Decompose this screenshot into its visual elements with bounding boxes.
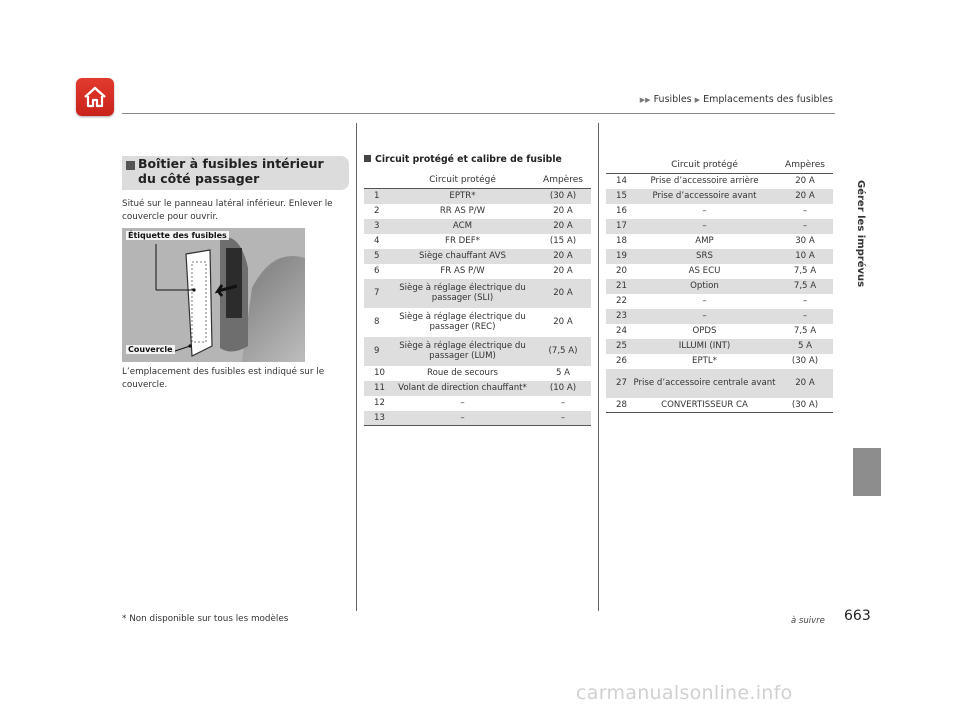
fuse-table-left [364,172,591,426]
fuse-number: 20 [616,266,627,276]
table-heading [364,154,562,165]
fuse-circuit: Siège à réglage électrique du passager (SLI) [390,279,535,308]
fuse-circuit: Prise d’accessoire arrière [650,176,759,187]
fuse-circuit: Roue de secours [427,368,498,378]
chapter-label: Gérer les imprévus [855,180,866,288]
fuse-number: 22 [616,296,627,306]
fuse-number: 11 [364,381,390,396]
table-row [606,174,833,189]
fuse-number: 16 [616,206,627,216]
watermark: carmanualsonline.info [576,682,793,704]
fuse-circuit: FR AS P/W [440,266,485,276]
fuse-number: 24 [616,326,627,336]
breadcrumb-arrow-icon: ▶▶ [639,96,651,104]
fuse-circuit: ILLUMI (INT) [632,339,777,354]
fuse-number: 2 [374,206,380,216]
fuse-number: 17 [606,219,632,234]
table-row [606,219,833,234]
fuse-amps: – [535,411,591,426]
fuse-number: 8 [374,317,380,327]
table-row [606,369,833,398]
table-row [606,189,833,204]
fuse-circuit: FR DEF* [445,236,480,246]
fuse-circuit: Prise d’accessoire avant [632,189,777,204]
fuse-amps: 7,5 A [777,279,833,294]
fuse-circuit: Volant de direction chauffant* [390,381,535,396]
fuse-circuit: ACM [390,219,535,234]
fuse-number: 9 [364,337,390,366]
table-row [606,398,833,413]
fuse-amps: 5 A [555,368,571,378]
page-number: 663 [844,608,871,624]
table-row [364,337,591,366]
fuse-circuit: – [460,398,465,408]
table-header-row [606,157,833,174]
fuse-box-photo [122,228,305,362]
fuse-amps: (7,5 A) [535,337,591,366]
table-header-row [364,172,591,189]
column-divider [356,123,357,611]
fuse-amps: 20 A [535,249,591,264]
photo-label-cover: Couvercle [128,345,173,354]
table-row [606,279,833,294]
fuse-number: 18 [616,236,627,246]
fuse-circuit: EPTR* [390,189,535,204]
fuse-amps: 20 A [777,189,833,204]
fuse-amps: 20 A [535,279,591,308]
fuse-amps: (30 A) [777,398,833,413]
fuse-number: 4 [374,236,380,246]
table-row [606,309,833,324]
footnote: * Non disponible sur tous les modèles [122,614,289,624]
intro-text: Situé sur le panneau latéral inférieur. Enlever le couvercle pour ouvrir. [122,199,333,222]
table-row [606,294,833,309]
fuse-number: 7 [364,279,390,308]
fuse-circuit: Option [632,279,777,294]
table-row [364,411,591,426]
table-row [606,249,833,264]
fuse-amps: 7,5 A [793,266,817,276]
col-header-number [364,172,390,189]
fuse-number: 5 [364,249,390,264]
chapter-tab[interactable] [853,448,881,496]
continued-label: à suivre [791,616,825,626]
table-row [606,234,833,249]
section-title: Boîtier à fusibles intérieur du côté passager [138,156,324,186]
table-row [364,219,591,234]
table-row [606,339,833,354]
table-row [606,264,833,279]
table-row [364,234,591,249]
fuse-number: 21 [606,279,632,294]
fuse-number: 27 [606,369,632,398]
fuse-number: 25 [606,339,632,354]
fuse-number: 14 [616,176,627,187]
fuse-circuit: – [632,309,777,324]
breadcrumb [640,94,833,105]
fuse-circuit: CONVERTISSEUR CA [632,398,777,413]
table-heading-text: Circuit protégé et calibre de fusible [375,154,562,165]
fuse-circuit: Siège à réglage électrique du passager (REC) [399,312,526,332]
fuse-amps: 7,5 A [793,326,817,336]
table-row [364,264,591,279]
photo-label-fuse-tag: Étiquette des fusibles [128,231,227,240]
fuse-amps: – [777,309,833,324]
fuse-amps: 20 A [553,206,573,216]
table-row [364,396,591,411]
fuse-circuit: OPDS [692,326,717,336]
home-icon [81,83,109,111]
fuse-number: 3 [364,219,390,234]
fuse-number: 15 [606,189,632,204]
fuse-number: 23 [606,309,632,324]
fuse-circuit: RR AS P/W [439,206,486,216]
fuse-number: 28 [606,398,632,413]
table-row [364,204,591,219]
table-row [606,354,833,369]
table-row [364,279,591,308]
fuse-number: 12 [374,398,385,408]
fuse-amps: (10 A) [535,381,591,396]
fuse-circuit: Prise d’accessoire centrale avant [632,369,777,398]
fuse-circuit: – [702,296,707,306]
fuse-amps: – [560,398,566,408]
outro-text: L’emplacement des fusibles est indiqué sur le couvercle. [122,367,325,390]
fuse-number: 10 [374,368,385,378]
fuse-number: 26 [616,356,627,366]
table-row [606,324,833,339]
fuse-number: 19 [606,249,632,264]
col-header-amps: Ampères [535,172,591,189]
section-bullet-icon [126,161,135,170]
table-row [364,366,591,381]
fuse-circuit: – [632,219,777,234]
fuse-amps: – [802,296,808,306]
chapter-side-label [850,180,870,480]
table-row [364,189,591,204]
fuse-box-illustration [122,228,305,362]
fuse-circuit: Siège chauffant AVS [390,249,535,264]
breadcrumb-item[interactable]: Emplacements des fusibles [703,94,833,105]
fuse-circuit: AMP [695,236,714,246]
col-header-amps: Ampères [777,157,833,174]
fuse-amps: 20 A [795,176,815,187]
fuse-amps: (30 A) [791,356,819,366]
fuse-number: 1 [364,189,390,204]
column-divider [598,123,599,611]
fuse-number: 13 [364,411,390,426]
col-header-circuit: Circuit protégé [632,157,777,174]
fuse-amps: 20 A [535,219,591,234]
breadcrumb-arrow-icon: ▶ [694,96,701,104]
fuse-amps: 20 A [777,369,833,398]
heading-bullet-icon [364,155,371,162]
breadcrumb-item[interactable]: Fusibles [653,94,692,105]
fuse-amps: – [777,219,833,234]
table-row [606,204,833,219]
home-button[interactable] [76,78,114,116]
fuse-circuit: AS ECU [688,266,721,276]
section-heading [122,156,349,190]
fuse-amps: – [802,206,808,216]
table-row [364,308,591,337]
fuse-circuit: – [702,206,707,216]
fuse-amps: (15 A) [549,236,577,246]
fuse-amps: (30 A) [535,189,591,204]
table-row [364,381,591,396]
col-header-circuit: Circuit protégé [390,172,535,189]
fuse-circuit: – [390,411,535,426]
fuse-amps: 20 A [553,266,573,276]
col-header-number [606,157,632,174]
fuse-circuit: SRS [632,249,777,264]
fuse-amps: 5 A [777,339,833,354]
fuse-circuit: Siège à réglage électrique du passager (LUM) [390,337,535,366]
fuse-amps: 10 A [777,249,833,264]
fuse-table-right [606,157,833,413]
fuse-amps: 20 A [553,317,573,327]
fuse-circuit: EPTL* [692,356,717,366]
fuse-amps: 30 A [795,236,815,246]
header-divider [122,113,835,114]
table-row [364,249,591,264]
fuse-number: 6 [374,266,380,276]
